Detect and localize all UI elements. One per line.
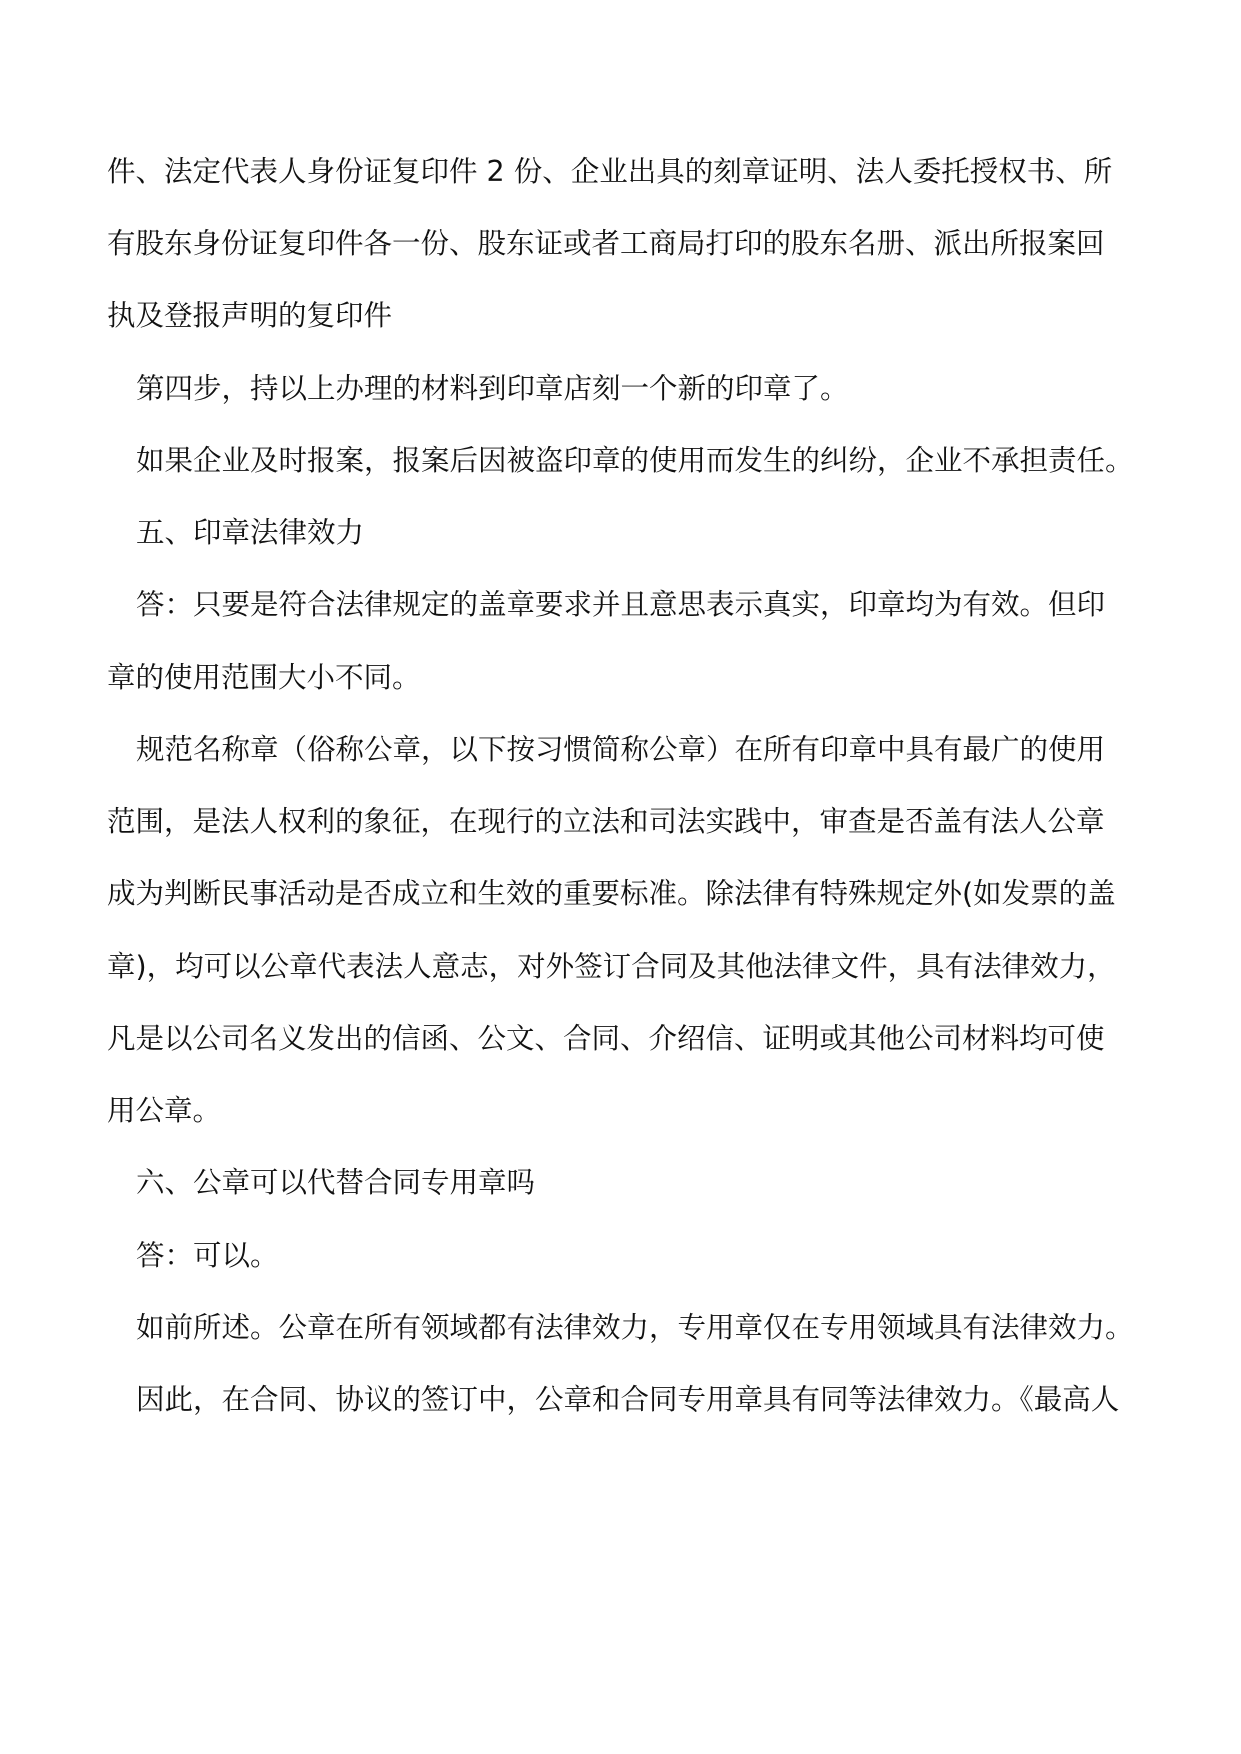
paragraph-line: 第四步，持以上办理的材料到印章店刻一个新的印章了。: [136, 372, 849, 405]
section-heading: 六、公章可以代替合同专用章吗: [136, 1166, 536, 1199]
paragraph-line: 如果企业及时报案，报案后因被盗印章的使用而发生的纠纷，企业不承担责任。: [136, 444, 1134, 477]
text-line: 范围，是法人权利的象征，在现行的立法和司法实践中，审查是否盖有法人公章: [107, 805, 1105, 838]
text-line: 执及登报声明的复印件: [107, 299, 393, 332]
text-line: 用公章。: [107, 1094, 222, 1127]
paragraph-line: 答：可以。: [136, 1239, 279, 1272]
text-line: 件、法定代表人身份证复印件 2 份、企业出具的刻章证明、法人委托授权书、所: [107, 155, 1113, 188]
section-heading: 五、印章法律效力: [136, 516, 365, 549]
text-line: 成为判断民事活动是否成立和生效的重要标准。除法律有特殊规定外(如发票的盖: [107, 877, 1116, 910]
text-line: 凡是以公司名义发出的信函、公文、合同、介绍信、证明或其他公司材料均可使: [107, 1022, 1105, 1055]
text-line: 章的使用范围大小不同。: [107, 661, 421, 694]
paragraph-line: 答：只要是符合法律规定的盖章要求并且意思表示真实，印章均为有效。但印: [136, 588, 1106, 621]
paragraph-line: 如前所述。公章在所有领域都有法律效力，专用章仅在专用领域具有法律效力。: [136, 1311, 1134, 1344]
text-line: 有股东身份证复印件各一份、股东证或者工商局打印的股东名册、派出所报案回: [107, 227, 1105, 260]
paragraph-line: 因此，在合同、协议的签订中，公章和合同专用章具有同等法律效力。《最高人: [136, 1383, 1120, 1416]
paragraph-line: 规范名称章（俗称公章，以下按习惯简称公章）在所有印章中具有最广的使用: [136, 733, 1106, 766]
text-line: 章)，均可以公章代表法人意志，对外签订合同及其他法律文件，具有法律效力，: [107, 950, 1116, 983]
